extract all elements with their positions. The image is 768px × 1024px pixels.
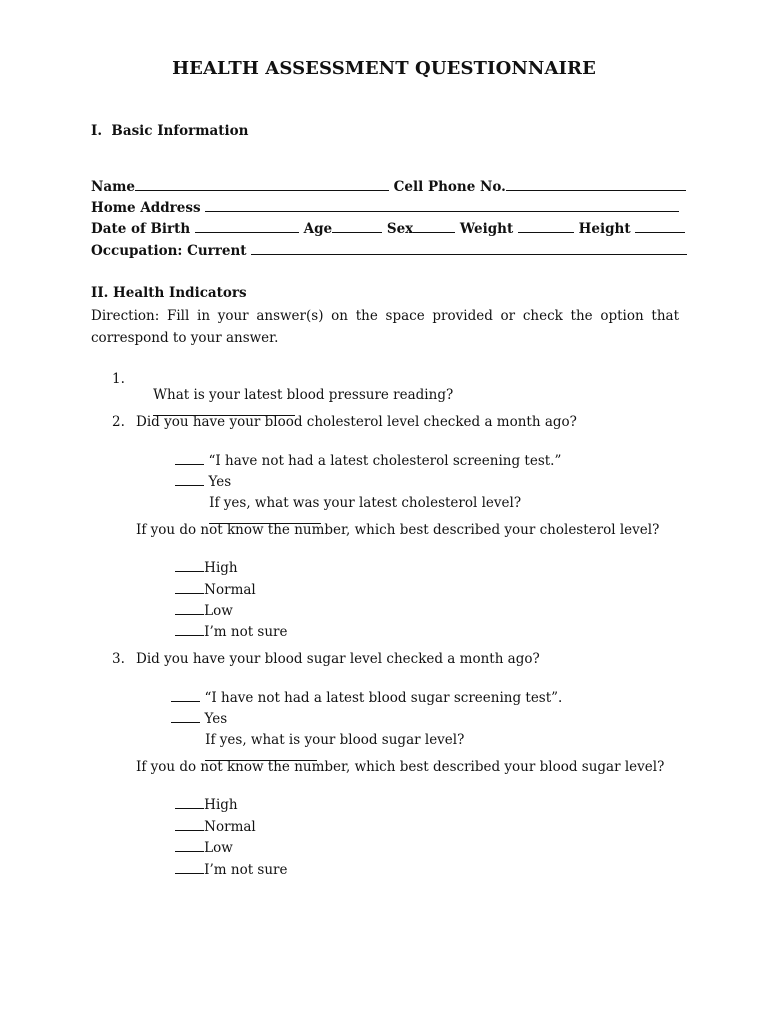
- q2-unknown-prompt: If you do not know the number, which best described your cholesterol level?: [136, 522, 660, 538]
- q3-option-no-screening: “I have not had a latest blood sugar screening test”.: [154, 673, 562, 722]
- q2-text: Did you have your blood cholesterol level checked a month ago?: [136, 414, 577, 430]
- q1-number: 1.: [112, 371, 125, 387]
- q2-level-low: Low: [158, 586, 233, 635]
- q3-level-normal: Normal: [158, 802, 256, 851]
- q2-followup: If yes, what was your latest cholesterol level?: [192, 479, 521, 544]
- q2-number: 2.: [112, 414, 125, 430]
- sex-blank[interactable]: [413, 220, 455, 233]
- label-weight: Weight: [459, 221, 514, 237]
- label-sex: Sex: [386, 221, 414, 237]
- q2-option-yes: Yes: [158, 457, 231, 506]
- q3-level-high: High: [158, 780, 238, 829]
- direction-text: Direction: Fill in your answer(s) on the space provided or check the option that correspond to your answer.: [91, 308, 679, 346]
- label-date-of-birth: Date of Birth: [91, 221, 191, 237]
- q3-text: Did you have your blood sugar level checked a month ago?: [136, 651, 540, 667]
- row-occupation: [91, 242, 687, 259]
- cell-phone-blank[interactable]: [506, 178, 686, 191]
- label-name: Name: [91, 179, 135, 195]
- q3-unknown-prompt: If you do not know the number, which best described your blood sugar level?: [136, 759, 665, 775]
- q3-number: 3.: [112, 651, 125, 667]
- label-cell-phone: Cell Phone No.: [393, 179, 506, 195]
- height-blank[interactable]: [635, 220, 685, 233]
- q1-text: What is your latest blood pressure reading?: [153, 387, 454, 403]
- q2-option-no-screening: “I have not had a latest cholesterol screening test.”: [158, 436, 561, 485]
- label-home-address: Home Address: [91, 200, 201, 216]
- q3-option-yes: Yes: [154, 694, 227, 743]
- weight-blank[interactable]: [518, 220, 574, 233]
- label-occupation: Occupation: Current: [91, 243, 247, 259]
- occupation-blank[interactable]: [251, 242, 687, 255]
- row-name-phone: [91, 178, 686, 195]
- q2-level-normal: Normal: [158, 565, 256, 614]
- section-heading-basic-information: I. Basic Information: [91, 123, 249, 139]
- q3-not-sure-checkbox[interactable]: [175, 861, 204, 874]
- q3-level-not-sure: I’m not sure: [158, 845, 288, 894]
- row-home-address: [91, 199, 679, 216]
- section-heading-health-indicators: II. Health Indicators: [91, 285, 247, 301]
- row-birth-age-sex: [91, 220, 685, 237]
- name-blank[interactable]: [135, 178, 389, 191]
- q2-level-high: High: [158, 543, 238, 592]
- q2-not-sure-checkbox[interactable]: [175, 623, 204, 636]
- q2-level-not-sure: I’m not sure: [158, 607, 288, 656]
- age-blank[interactable]: [332, 220, 382, 233]
- date-of-birth-blank[interactable]: [195, 220, 299, 233]
- label-height: Height: [578, 221, 631, 237]
- page-title: HEALTH ASSESSMENT QUESTIONNAIRE: [172, 58, 596, 79]
- q3-level-low: Low: [158, 823, 233, 872]
- label-age: Age: [303, 221, 333, 237]
- home-address-blank[interactable]: [205, 199, 679, 212]
- q3-followup: If yes, what is your blood sugar level?: [188, 716, 464, 781]
